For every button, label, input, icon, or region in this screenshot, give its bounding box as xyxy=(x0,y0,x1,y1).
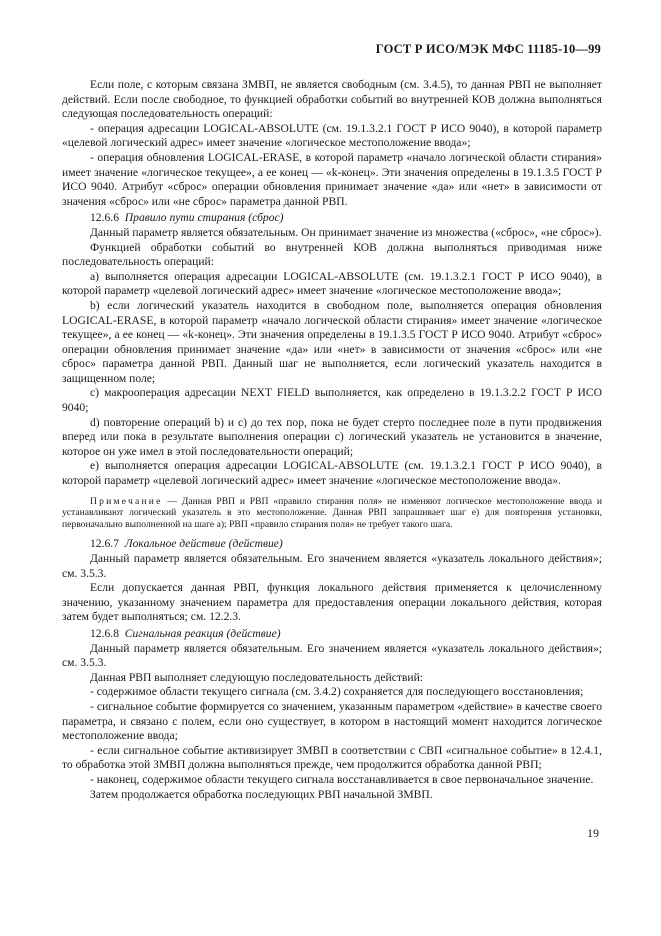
list-item: е) выполняется операция адресации LOGICAL-ABSOLUTE (см. 19.1.3.2.1 ГОСТ Р ИСО 9040), в которой параметр «целевой логический адрес» имеет значение «логическое местоположение ввода». xyxy=(62,459,602,488)
section-heading-12-6-8 xyxy=(62,627,602,642)
paragraph: Данный параметр является обязательным. Он принимает значение из множества («сброс», «не сброс»). xyxy=(90,225,602,239)
page-body xyxy=(62,78,602,802)
paragraph: Функцией обработки событий во внутренней КОВ должна выполняться приводимая ниже последовательность операций: xyxy=(62,240,602,269)
paragraph: Данная РВП выполняет следующую последовательность действий: xyxy=(90,670,424,684)
paragraph: Если допускается данная РВП, функция локального действия применяется к целочисленному значению, указанному значением параметра для предоставления операции локального действия, которая затем будет выполняться; см. 12.2.3. xyxy=(62,581,602,624)
list-item: d) повторение операций b) и с) до тех пор, пока не будет стерто последнее поле в пути продвижения вперед или пока в результате выполнения операции с) логический указатель не установится в значение, которое он уже имел в этой последовательности операций; xyxy=(62,415,602,458)
section-number: 12.6.6 xyxy=(90,211,119,225)
paragraph: Данный параметр является обязательным. Его значением является «указатель локального действия»; см. 3.5.3. xyxy=(62,641,602,670)
document-header: ГОСТ Р ИСО/МЭК МФС 11185-10—99 xyxy=(375,42,601,56)
list-item: - если сигнальное событие активизирует ЗМВП в соответствии с СВП «сигнальное событие» в 12.4.1, то обработка этой ЗМВП должна выполняться прежде, чем продолжится обработка данной РВП; xyxy=(62,743,602,772)
list-item: b) если логический указатель находится в свободном поле, выполняется операция обновления LOGICAL-ERASE, в которой параметр «начало логической области стирания» имеет значение «логическое текущее», а ее конец — «k-конец». Эти значения определены в 19.1.3.5 ГОСТ Р ИСО 9040. Атрибут «сброс» операции обновления принимает значение «да» или «нет» в зависимости от значения «сброс» или «не сброс» параметра данной РВП. Данный шаг не выполняется, если логический указатель находится в защищенном поле; xyxy=(62,298,602,385)
list-item: - наконец, содержимое области текущего сигнала восстанавливается в свое первоначальное значение. xyxy=(90,772,594,786)
section-title: Сигнальная реакция (действие) xyxy=(124,626,281,640)
section-title: Правило пути стирания (сброс) xyxy=(124,211,284,225)
note xyxy=(62,496,602,531)
list-item: с) макрооперация адресации NEXT FIELD выполняется, как определено в 19.1.3.2.2 ГОСТ Р ИСО 9040; xyxy=(62,386,602,415)
list-item: - сигнальное событие формируется со значением, указанным параметром «действие» в качестве своего параметра, и связано с полем, если оно существует, в котором в настоящий момент находится логическое местоположение ввода; xyxy=(62,699,602,743)
paragraph: Данный параметр является обязательным. Его значением является «указатель локального действия»; см. 3.5.3. xyxy=(62,552,602,580)
section-number: 12.6.8 xyxy=(90,626,119,640)
note-label: Примечание xyxy=(90,495,163,507)
paragraph: - операция адресации LOGICAL-ABSOLUTE (см. 19.1.3.2.1 ГОСТ Р ИСО 9040), в которой параметр «целевой логический адрес» имеет значение «логическое местоположение ввода»; xyxy=(62,121,602,150)
section-number: 12.6.7 xyxy=(90,537,119,551)
section-heading-12-6-6 xyxy=(62,211,602,226)
section-title: Локальное действие (действие) xyxy=(124,537,283,551)
section-heading-12-6-7 xyxy=(62,537,602,552)
list-item: а) выполняется операция адресации LOGICAL-ABSOLUTE (см. 19.1.3.2.1 ГОСТ Р ИСО 9040), в которой параметр «целевой логический адрес» имеет значение «логическое местоположение ввода»; xyxy=(62,269,602,298)
note-text: — Данная РВП и РВП «правило стирания поля» не изменяют логическое местоположение ввода и устанавливают логический указатель в это местоположение. Данная РВП запрашивает шаг е) для повторения установки, первоначально выполненной на шаге а); РВП «правило стирания поля» не требует такого шага. xyxy=(62,495,602,530)
paragraph: Затем продолжается обработка последующих РВП начальной ЗМВП. xyxy=(90,787,433,801)
paragraph: Если поле, с которым связана ЗМВП, не является свободным (см. 3.4.5), то данная РВП не выполняет действий. Если после свободное, то функцией обработки событий во внутренней КОВ должна выполняться следующая последовательность операций: xyxy=(62,78,602,121)
page-number: 19 xyxy=(587,826,599,840)
list-item: - содержимое области текущего сигнала (см. 3.4.2) сохраняется для последующего восстановления; xyxy=(90,685,584,699)
paragraph: - операция обновления LOGICAL-ERASE, в которой параметр «начало логической области стирания» имеет значение «логическое текущее», а ее конец — «k-конец». Эти значения определены в 19.1.3.5 ГОСТ Р ИСО 9040. Атрибут «сброс» операции обновления принимает значение «да» или «нет» в зависимости от значения «сброс» или «не сброс» параметра данной РВП. xyxy=(62,150,602,208)
